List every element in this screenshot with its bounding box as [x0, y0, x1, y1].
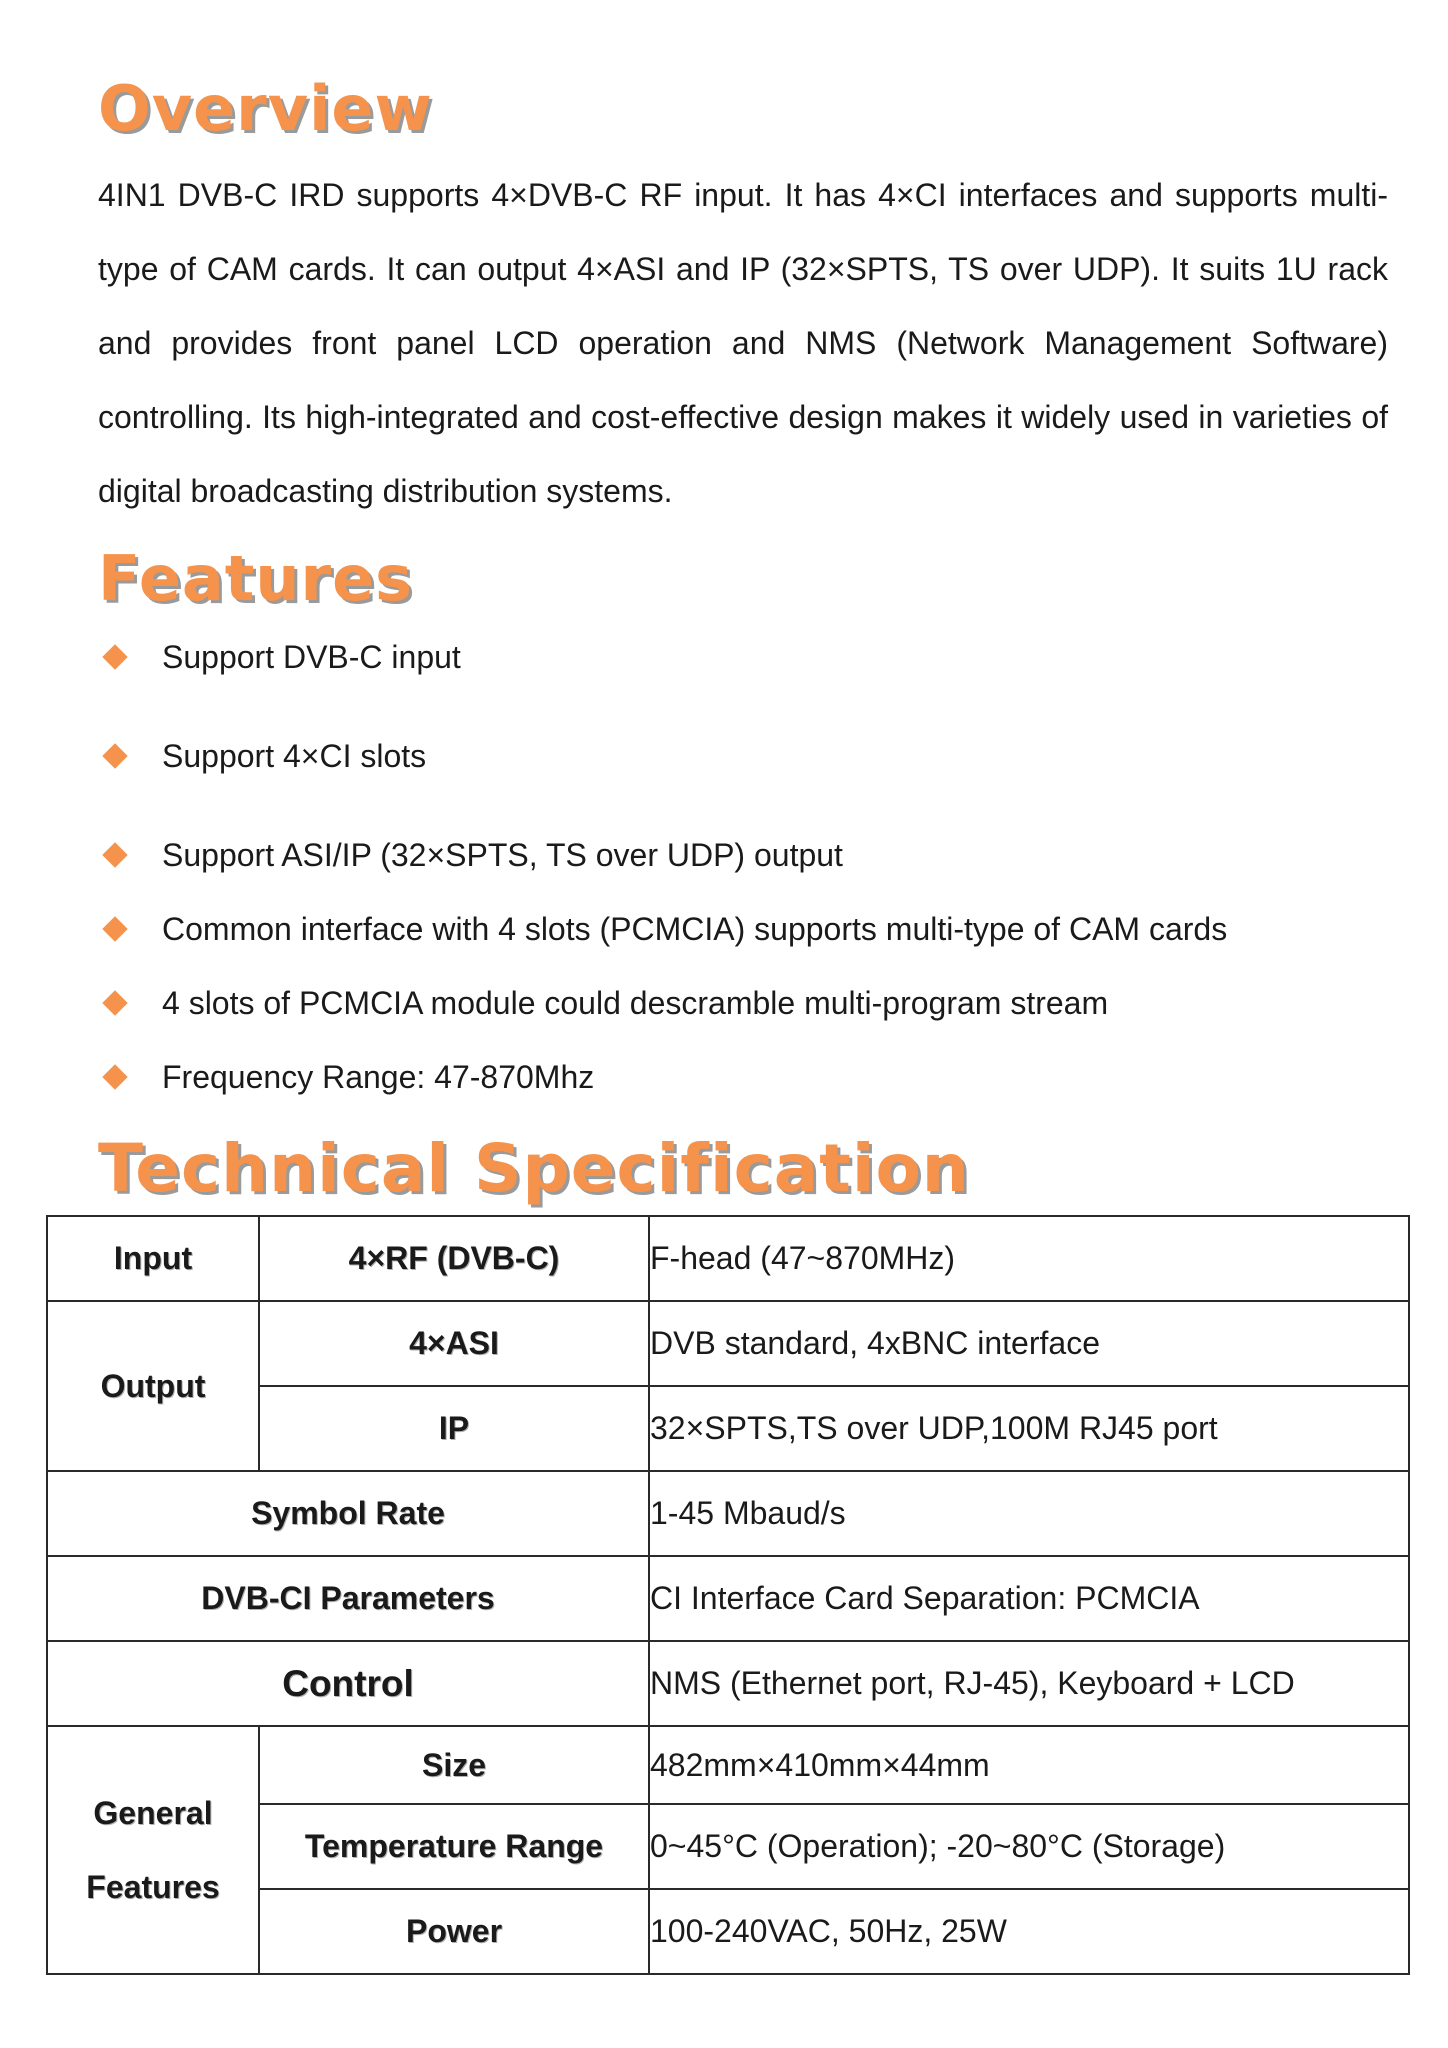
input-sub-label: 4×RF (DVB-C)	[259, 1216, 649, 1301]
dvb-ci-value: CI Interface Card Separation: PCMCIA	[649, 1556, 1409, 1641]
features-heading: Features	[98, 542, 414, 615]
output-asi-label: 4×ASI	[259, 1301, 649, 1386]
general-label-line1: General	[93, 1795, 213, 1831]
feature-item	[98, 983, 1108, 1023]
diamond-bullet-icon	[102, 743, 127, 768]
output-ip-label: IP	[259, 1386, 649, 1471]
technical-specification-heading: Technical Specification	[98, 1130, 970, 1207]
symbol-rate-label: Symbol Rate	[47, 1471, 649, 1556]
spec-row-dvb-ci	[47, 1556, 1409, 1641]
feature-text: Frequency Range: 47-870Mhz	[162, 1058, 595, 1095]
power-label: Power	[259, 1889, 649, 1974]
general-label-line2: Features	[86, 1869, 220, 1905]
feature-item	[98, 637, 461, 677]
spec-row-input	[47, 1216, 1409, 1301]
size-label: Size	[259, 1726, 649, 1804]
size-value: 482mm×410mm×44mm	[649, 1726, 1409, 1804]
diamond-bullet-icon	[102, 842, 127, 867]
feature-text: Support DVB-C input	[162, 638, 461, 675]
feature-text: 4 slots of PCMCIA module could descramble multi-program stream	[162, 984, 1109, 1021]
diamond-bullet-icon	[102, 1064, 127, 1089]
diamond-bullet-icon	[102, 644, 127, 669]
power-value: 100-240VAC, 50Hz, 25W	[649, 1889, 1409, 1974]
symbol-rate-value: 1-45 Mbaud/s	[649, 1471, 1409, 1556]
dvb-ci-label: DVB-CI Parameters	[47, 1556, 649, 1641]
overview-paragraph: 4IN1 DVB-C IRD supports 4×DVB-C RF input. It has 4×CI interfaces and supports multi-type of CAM cards. It can output 4×ASI and IP (32×SPTS, TS over UDP). It suits 1U rack and provides front panel LCD operation and NMS (Network Management Software) controlling. Its high-integrated and cost-effective design makes it widely used in varieties of digital broadcasting distribution systems.	[98, 177, 1388, 509]
input-value: F-head (47~870MHz)	[649, 1216, 1409, 1301]
output-label: Output	[47, 1301, 259, 1471]
input-label: Input	[47, 1216, 259, 1301]
general-features-label	[47, 1726, 259, 1974]
output-asi-value: DVB standard, 4xBNC interface	[649, 1301, 1409, 1386]
temperature-value: 0~45°C (Operation); -20~80°C (Storage)	[649, 1804, 1409, 1889]
diamond-bullet-icon	[102, 916, 127, 941]
feature-text: Common interface with 4 slots (PCMCIA) supports multi-type of CAM cards	[162, 910, 1228, 947]
spec-row-size	[47, 1726, 1409, 1804]
output-ip-value: 32×SPTS,TS over UDP,100M RJ45 port	[649, 1386, 1409, 1471]
feature-item	[98, 1057, 594, 1097]
feature-item	[98, 835, 843, 875]
spec-row-symbol-rate	[47, 1471, 1409, 1556]
feature-item	[98, 736, 426, 776]
feature-item	[98, 909, 1227, 949]
specification-table	[46, 1215, 1410, 1975]
temperature-label: Temperature Range	[259, 1804, 649, 1889]
control-label: Control	[47, 1641, 649, 1726]
overview-heading: Overview	[98, 72, 433, 145]
spec-row-control	[47, 1641, 1409, 1726]
feature-text: Support 4×CI slots	[162, 737, 427, 774]
diamond-bullet-icon	[102, 990, 127, 1015]
feature-text: Support ASI/IP (32×SPTS, TS over UDP) output	[162, 836, 843, 873]
control-value: NMS (Ethernet port, RJ-45), Keyboard + LCD	[649, 1641, 1409, 1726]
spec-row-output-asi	[47, 1301, 1409, 1386]
